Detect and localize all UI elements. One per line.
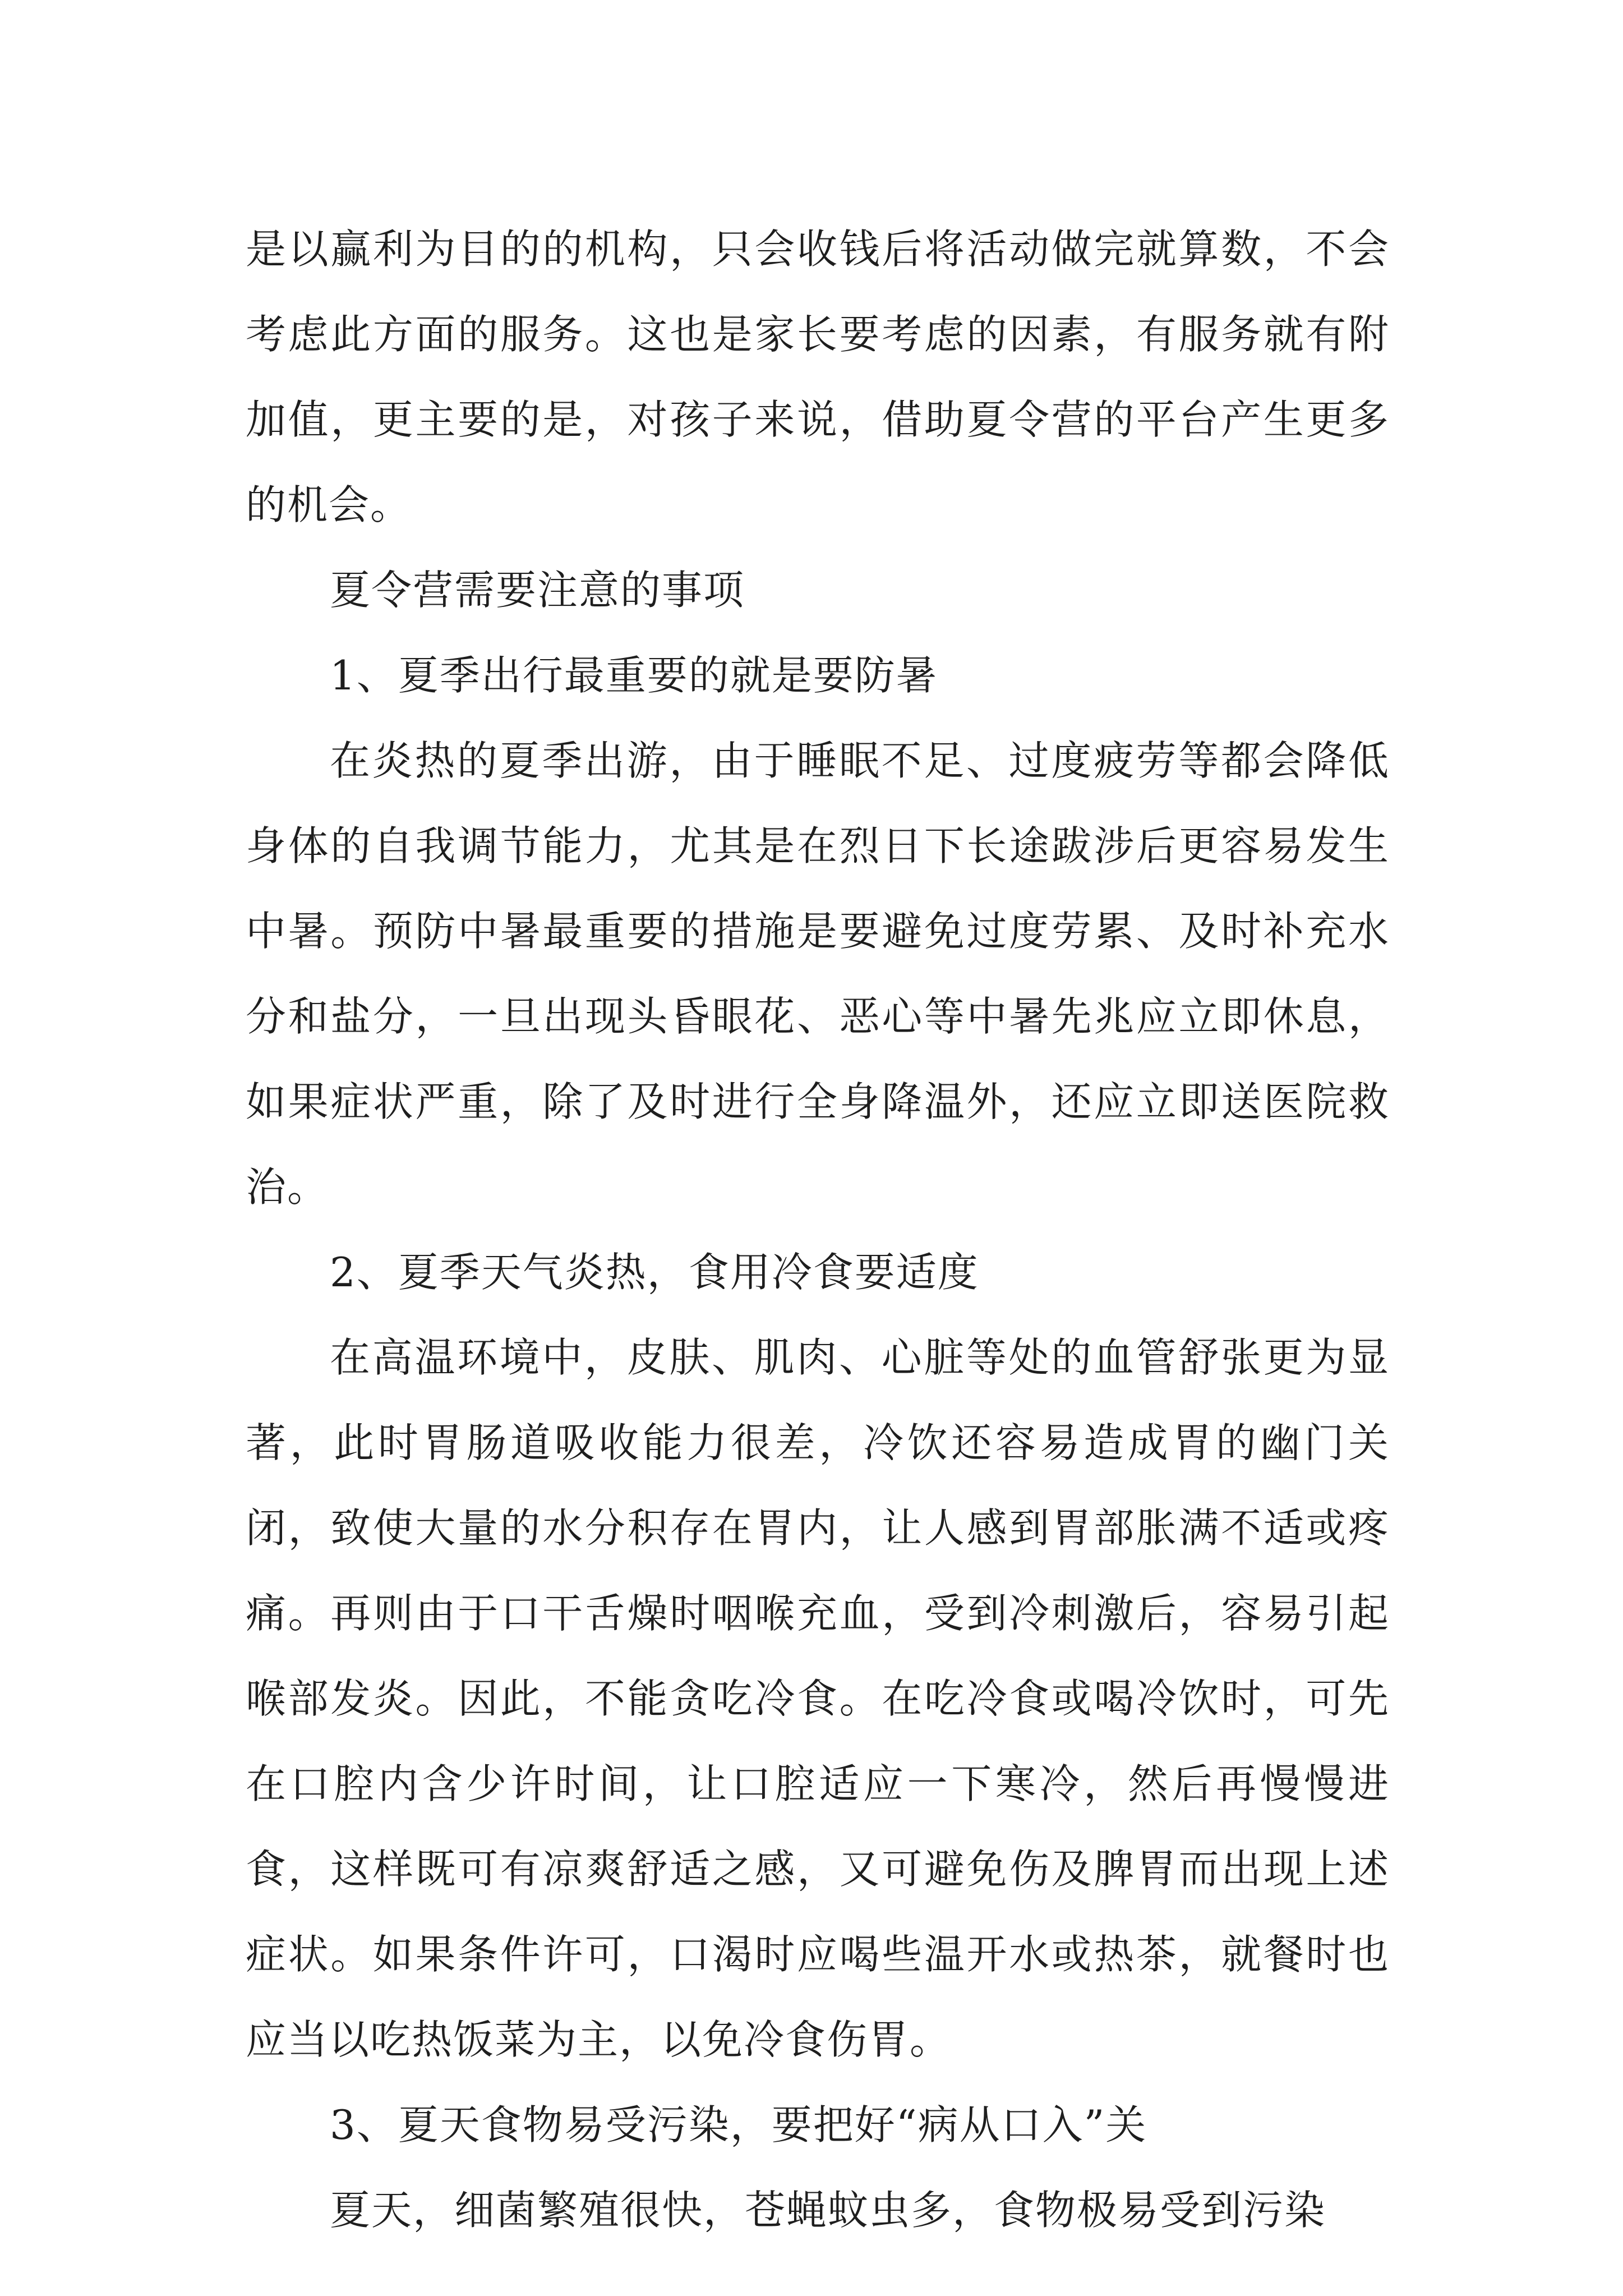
section-heading-precautions: 夏令营需要注意的事项 [330,567,745,614]
item-heading-3: 3、夏天食物易受污染，要把好“病从口入”关 [330,2101,1147,2148]
item-heading-1: 1、夏季出行最重要的就是要防暑 [330,652,938,699]
paragraph-continuation: 是以赢利为目的的机构，只会收钱后将活动做完就算数，不会考虑此方面的服务。这也是家长要考虑的因素，有服务就有附加值，更主要的是，对孩子来说，借助夏令营的平台产生更多的机会。 [246,226,1390,528]
paragraph-heatstroke: 在炎热的夏季出游，由于睡眠不足、过度疲劳等都会降低身体的自我调节能力，尤其是在烈日下长途跋涉后更容易发生中暑。预防中暑最重要的措施是要避免过度劳累、及时补充水分和盐分，一旦出现头昏眼花、恶心等中暑先兆应立即休息，如果症状严重，除了及时进行全身降温外，还应立即送医院救治。 [246,737,1390,1211]
paragraph-cold-food: 在高温环境中，皮肤、肌肉、心脏等处的血管舒张更为显著，此时胃肠道吸收能力很差，冷饮还容易造成胃的幽门关闭，致使大量的水分积存在胃内，让人感到胃部胀满不适或疼痛。再则由于口干舌燥时咽喉充血，受到冷刺激后，容易引起喉部发炎。因此，不能贪吃冷食。在吃冷食或喝冷饮时，可先在口腔内含少许时间，让口腔适应一下寒冷，然后再慢慢进食，这样既可有凉爽舒适之感，又可避免伤及脾胃而出现上述症状。如果条件许可，口渴时应喝些温开水或热茶，就餐时也应当以吃热饭菜为主，以免冷食伤胃。 [246,1334,1390,2063]
item-heading-2: 2、夏季天气炎热，食用冷食要适度 [330,1249,979,1296]
document-body [246,206,1390,2253]
paragraph-food-contamination: 夏天，细菌繁殖很快，苍蝇蚊虫多，食物极易受到污染 [330,2187,1326,2234]
